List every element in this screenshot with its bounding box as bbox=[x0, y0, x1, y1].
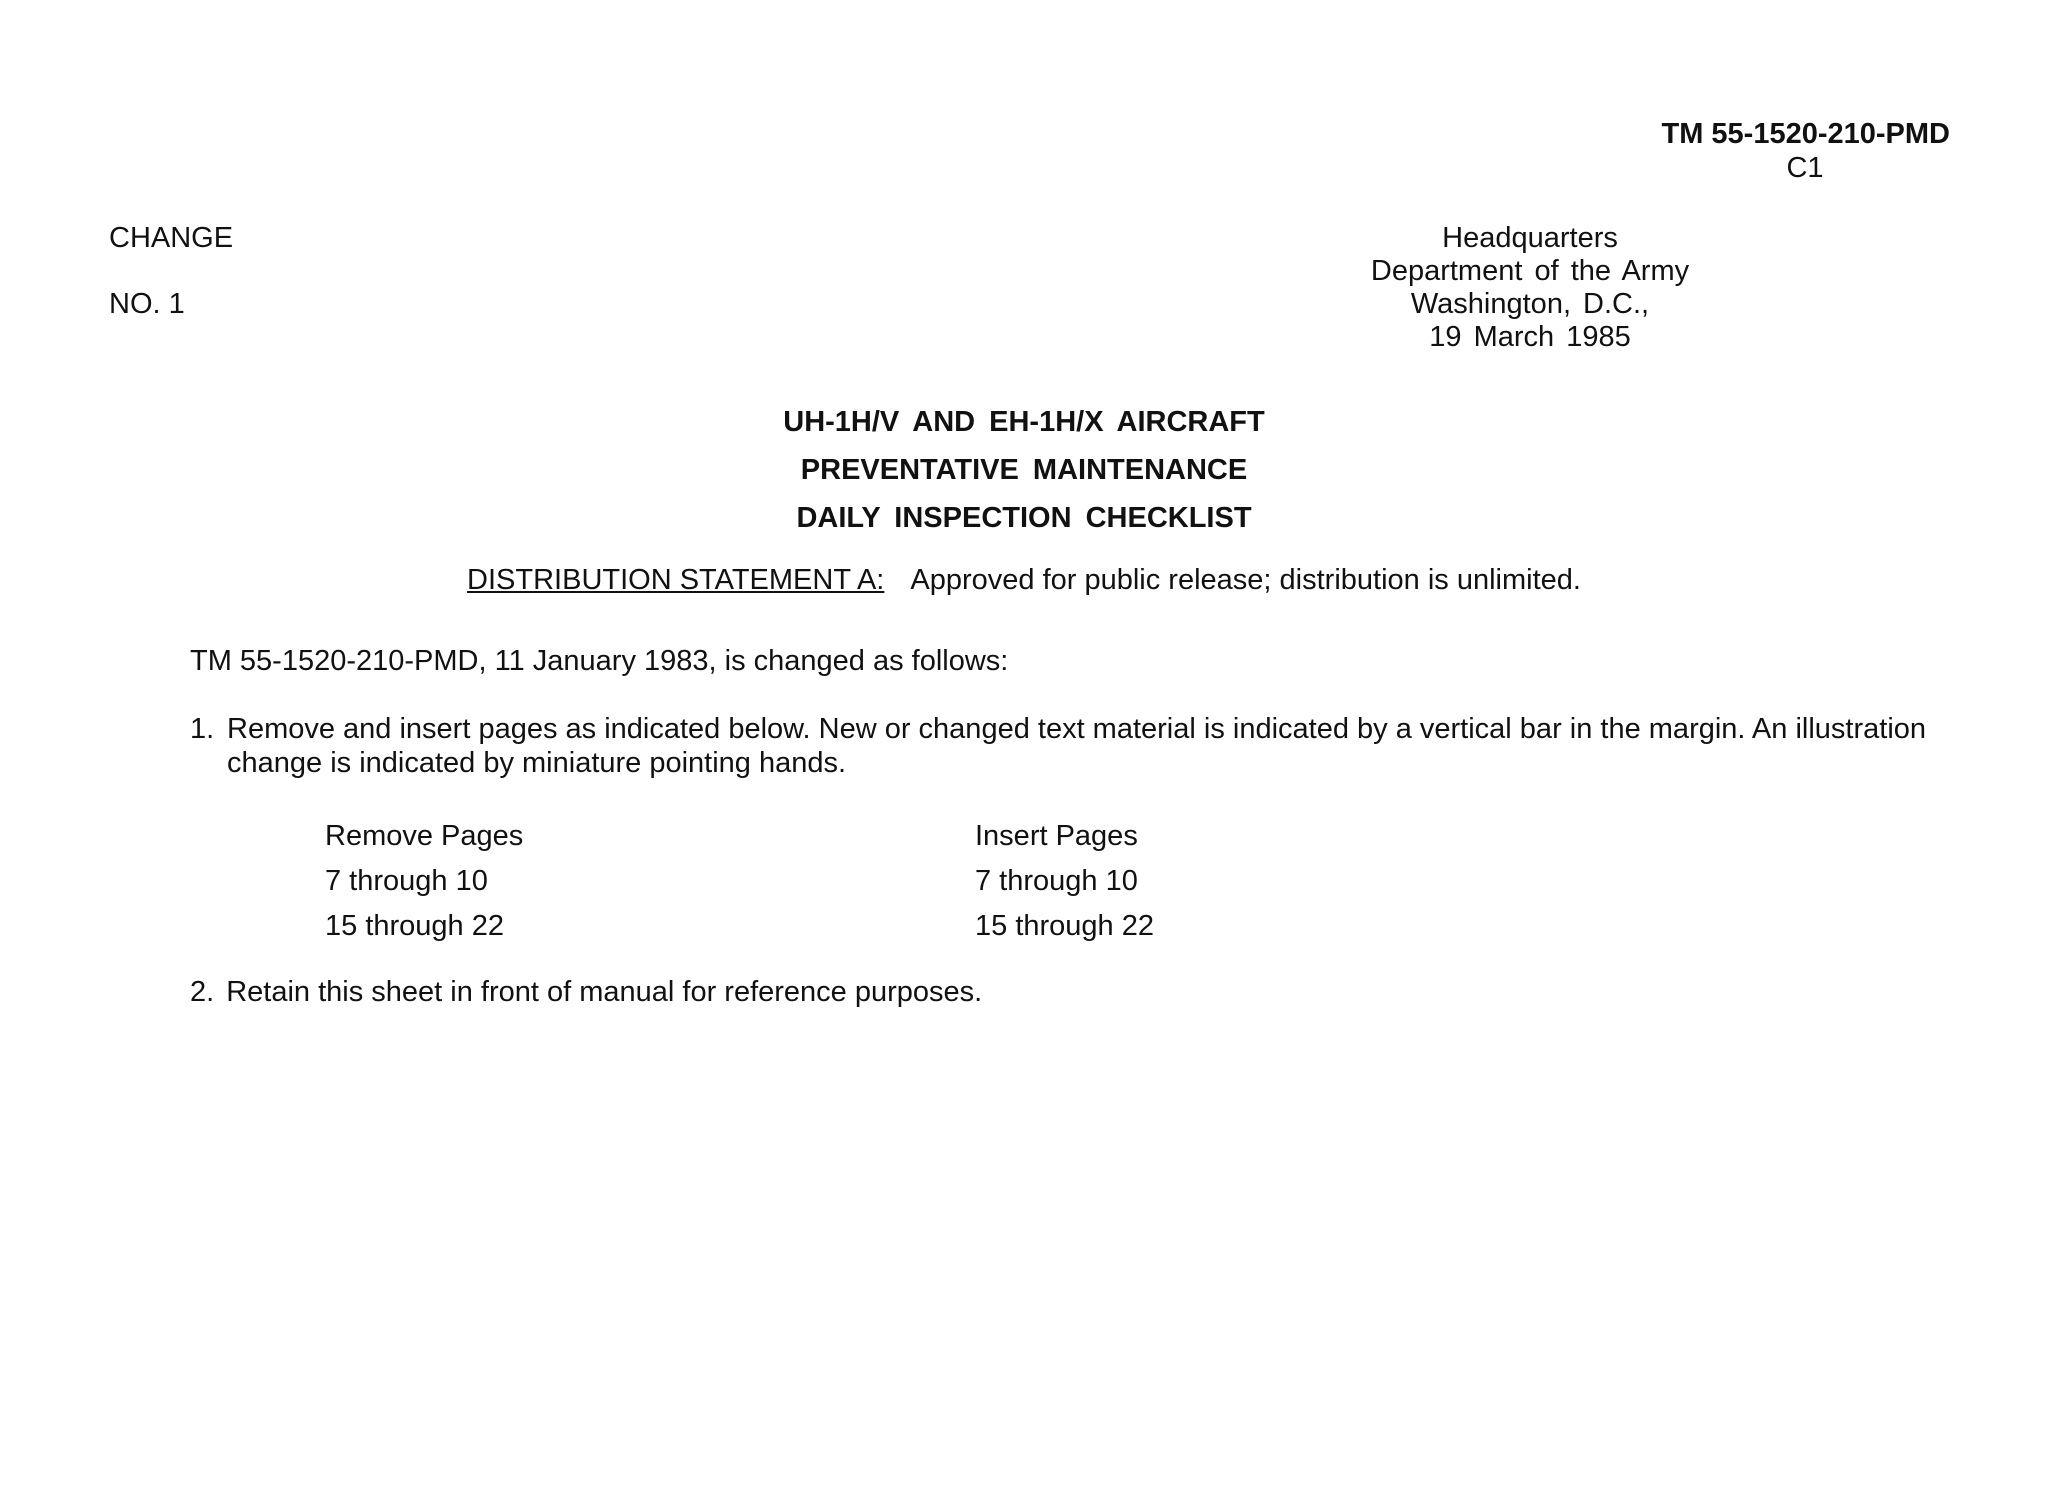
distribution-label: DISTRIBUTION STATEMENT A: bbox=[467, 564, 885, 596]
item-1-text: Remove and insert pages as indicated below. New or changed text material is indicated by a vertical bar in the margin. An illustration change is indicated by miniature pointing hands. bbox=[227, 713, 1927, 779]
distribution-text: Approved for public release; distribution is unlimited. bbox=[910, 564, 1581, 596]
insert-pages-cell: 7 through 10 bbox=[975, 865, 1138, 897]
issuer-department: Department of the Army bbox=[1370, 255, 1690, 287]
change-number: NO. 1 bbox=[109, 288, 185, 320]
table-row bbox=[325, 904, 1154, 949]
pages-table bbox=[325, 814, 1154, 949]
title-line-1: UH-1H/V AND EH-1H/X AIRCRAFT bbox=[783, 406, 1265, 438]
item-1-number: 1. bbox=[190, 713, 215, 745]
remove-pages-cell: 15 through 22 bbox=[325, 910, 504, 942]
instruction-item-1 bbox=[190, 712, 1960, 780]
change-intro: TM 55-1520-210-PMD, 11 January 1983, is changed as follows: bbox=[190, 645, 1009, 677]
tm-number: TM 55-1520-210-PMD bbox=[1661, 118, 1950, 150]
item-2-text: Retain this sheet in front of manual for reference purposes. bbox=[226, 976, 983, 1008]
title-line-3: DAILY INSPECTION CHECKLIST bbox=[796, 502, 1252, 534]
document-title bbox=[0, 398, 2048, 542]
insert-pages-header: Insert Pages bbox=[975, 820, 1138, 852]
instruction-item-2 bbox=[190, 976, 982, 1009]
insert-pages-cell: 15 through 22 bbox=[975, 910, 1154, 942]
item-2-number: 2. bbox=[190, 976, 215, 1008]
issuer-block bbox=[1300, 222, 1760, 354]
pages-table-header bbox=[325, 814, 1154, 859]
remove-pages-header: Remove Pages bbox=[325, 820, 524, 852]
change-code: C1 bbox=[1786, 152, 1824, 184]
change-label: CHANGE bbox=[109, 222, 234, 254]
remove-pages-cell: 7 through 10 bbox=[325, 865, 488, 897]
issuer-headquarters: Headquarters bbox=[1442, 222, 1618, 254]
issue-date: 19 March 1985 bbox=[1429, 321, 1631, 353]
table-row bbox=[325, 859, 1154, 904]
issuer-location: Washington, D.C., bbox=[1410, 288, 1650, 320]
distribution-statement bbox=[0, 564, 2048, 597]
title-line-2: PREVENTATIVE MAINTENANCE bbox=[800, 454, 1248, 486]
